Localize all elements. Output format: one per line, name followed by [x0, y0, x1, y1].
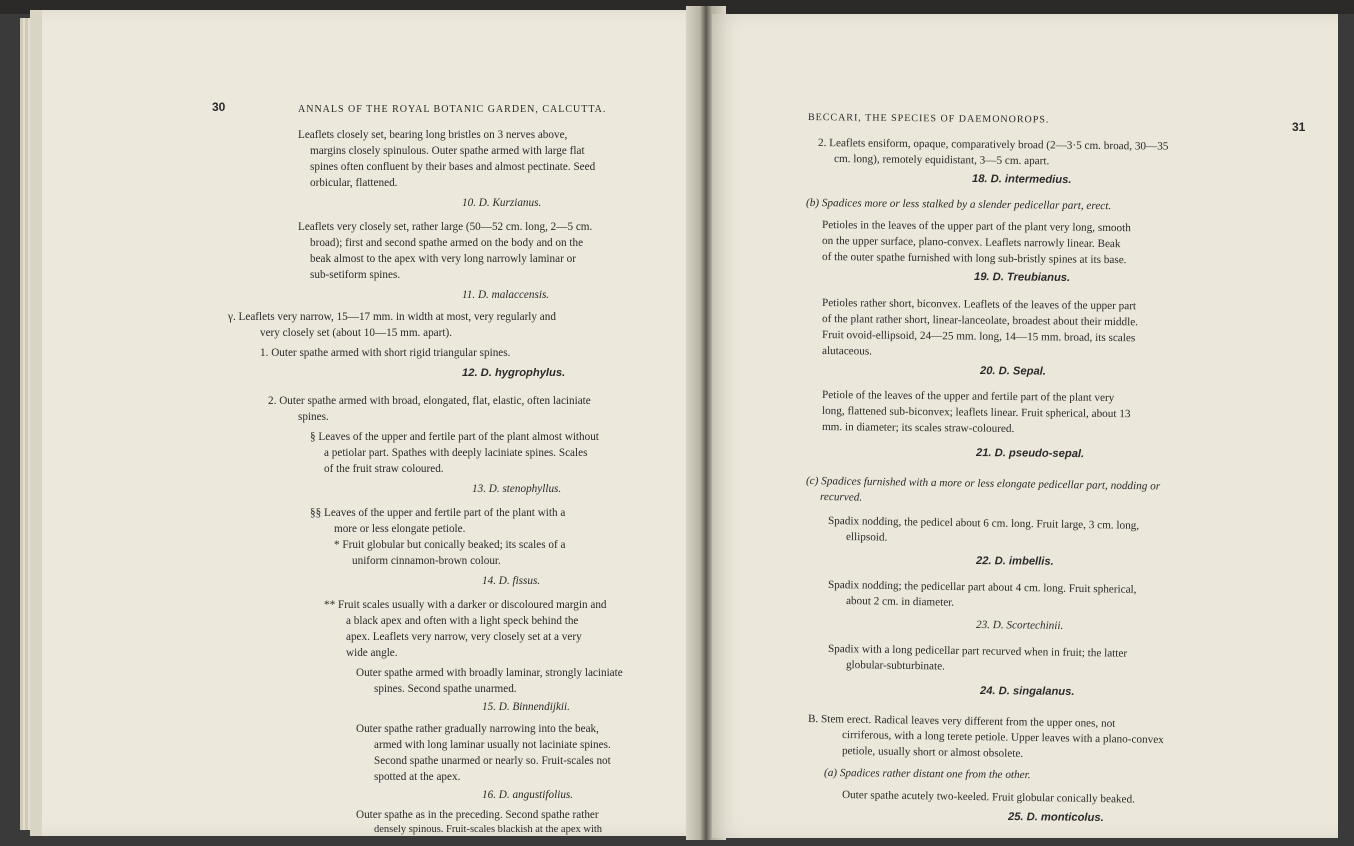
text-line: sub-setiform spines. [310, 269, 401, 281]
text-line: apex. Leaflets very narrow, very closely set at a very [346, 631, 582, 643]
species-heading: 10. D. Kurzianus. [462, 197, 542, 209]
text-line: about 2 cm. in diameter. [845, 595, 955, 609]
text-line: orbicular, flattened. [310, 177, 398, 189]
species-heading: 14. D. fissus. [482, 575, 541, 587]
species-heading: 20. D. Sepal. [979, 365, 1046, 378]
text-line: cirriferous, with a long terete petiole. Upper leaves with a plano-convex [841, 729, 1164, 747]
text-line: (a) Spadices rather distant one from the other. [823, 767, 1031, 782]
text-line: spines. Second spathe unarmed. [374, 683, 517, 695]
text-line: Petiole of the leaves of the upper and fertile part of the plant very [821, 389, 1115, 405]
text-line: globular-subturbinate. [845, 659, 945, 673]
species-heading: 12. D. hygrophylus. [462, 367, 566, 379]
text-line: densely spinous. Fruit-scales blackish at the apex with [374, 824, 603, 835]
text-line: of the outer spathe furnished with long sub-bristly spines at its base. [821, 251, 1127, 267]
text-line: ellipsoid. [845, 531, 888, 544]
text-line: wide angle. [346, 647, 398, 659]
text-line: * Fruit globular but conically beaked; its scales of a [334, 539, 566, 551]
text-line: margins closely spinulous. Outer spathe armed with large flat [310, 145, 585, 157]
species-heading: 24. D. singalanus. [979, 685, 1075, 698]
page-number: 31 [1292, 120, 1306, 134]
text-line: Outer spathe armed with broadly laminar, strongly laciniate [356, 667, 623, 679]
running-head: ANNALS OF THE ROYAL BOTANIC GARDEN, CALCUTTA. [298, 104, 607, 115]
species-heading: 19. D. Treubianus. [973, 271, 1071, 285]
text-line: Fruit ovoid-ellipsoid, 24—25 mm. long, 14—15 mm. broad, its scales [821, 329, 1136, 345]
text-line: of the plant rather short, linear-lanceolate, broadest about their middle. [821, 313, 1139, 329]
text-line: of the fruit straw coloured. [324, 463, 444, 475]
species-heading: 18. D. intermedius. [971, 173, 1072, 187]
text-line: Leaflets closely set, bearing long bristles on 3 nerves above, [298, 129, 568, 141]
text-line: Petioles in the leaves of the upper part of the plant very long, smooth [821, 219, 1131, 235]
text-line: beak almost to the apex with very long narrowly laminar or [310, 253, 576, 265]
text-line: mm. in diameter; its scales straw-coloured. [821, 421, 1015, 436]
page-number: 30 [212, 100, 226, 114]
text-line: ** Fruit scales usually with a darker or discoloured margin and [324, 599, 607, 611]
text-line: Outer spathe acutely two-keeled. Fruit globular conically beaked. [841, 789, 1136, 806]
text-line: spines. [298, 411, 329, 423]
species-heading: 16. D. angustifolius. [482, 789, 574, 801]
text-line: (b) Spadices more or less stalked by a slender pedicellar part, erect. [805, 197, 1112, 213]
text-line: Spadix nodding, the pedicel about 6 cm. long. Fruit large, 3 cm. long, [827, 515, 1140, 532]
text-line: γ. Leaflets very narrow, 15—17 mm. in width at most, very regularly and [228, 311, 556, 323]
text-line: on the upper surface, plano-convex. Leaflets narrowly linear. Beak [821, 235, 1121, 251]
text-line: a black apex and often with a light speck behind the [346, 615, 579, 627]
text-line: Spadix nodding; the pedicellar part about 4 cm. long. Fruit spherical, [827, 579, 1137, 596]
species-heading: 15. D. Binnendijkii. [482, 701, 570, 713]
text-line: Leaflets very closely set, rather large (50—52 cm. long, 2—5 cm. [298, 221, 593, 233]
text-line: recurved. [819, 491, 863, 504]
species-heading: 21. D. pseudo-sepal. [975, 447, 1085, 461]
text-line: (c) Spadices furnished with a more or less elongate pedicellar part, nodding or [805, 475, 1161, 493]
left-page [30, 10, 714, 836]
text-line: cm. long), remotely equidistant, 3—5 cm. apart. [833, 153, 1050, 168]
text-line: Outer spathe as in the preceding. Second spathe rather [356, 809, 599, 821]
text-line: long, flattened sub-biconvex; leaflets linear. Fruit spherical, about 13 [821, 405, 1131, 421]
text-line: more or less elongate petiole. [334, 523, 466, 535]
text-line: armed with long laminar usually not laciniate spines. [374, 739, 611, 751]
text-line: alutaceous. [821, 345, 873, 358]
text-line: Spadix with a long pedicellar part recurved when in fruit; the latter [827, 643, 1128, 660]
text-line: broad); first and second spathe armed on the body and on the [310, 237, 584, 249]
species-heading: 13. D. stenophyllus. [472, 483, 562, 495]
text-line: a petiolar part. Spathes with deeply laciniate spines. Scales [324, 447, 588, 459]
species-heading: 23. D. Scortechinii. [975, 619, 1064, 632]
text-line: §§ Leaves of the upper and fertile part of the plant with a [310, 507, 566, 519]
species-heading: 22. D. imbellis. [975, 555, 1054, 568]
text-line: B. Stem erect. Radical leaves very different from the upper ones, not [807, 713, 1116, 730]
text-line: petiole, usually short or almost obsolete. [841, 745, 1024, 760]
text-line: Outer spathe rather gradually narrowing into the beak, [356, 723, 599, 735]
text-line: 2. Outer spathe armed with broad, elongated, flat, elastic, often laciniate [268, 395, 591, 407]
text-line: spines often confluent by their bases and almost pectinate. Seed [310, 161, 596, 173]
text-line: spotted at the apex. [374, 771, 461, 783]
text-line: § Leaves of the upper and fertile part of the plant almost without [310, 431, 599, 443]
species-heading: 25. D. monticolus. [1007, 811, 1104, 825]
text-line: 1. Outer spathe armed with short rigid triangular spines. [260, 347, 511, 359]
species-heading: 11. D. malaccensis. [462, 289, 550, 301]
text-line: very closely set (about 10—15 mm. apart). [260, 327, 453, 339]
text-line: Petioles rather short, biconvex. Leaflets of the leaves of the upper part [821, 297, 1137, 313]
running-head: BECCARI, THE SPECIES OF DAEMONOROPS. [807, 112, 1050, 126]
text-line: 2. Leaflets ensiform, opaque, comparatively broad (2—3·5 cm. broad, 30—35 [817, 137, 1169, 153]
right-page [712, 14, 1338, 838]
text-line: Second spathe unarmed or nearly so. Fruit-scales not [374, 755, 611, 767]
text-line: uniform cinnamon-brown colour. [352, 555, 501, 567]
